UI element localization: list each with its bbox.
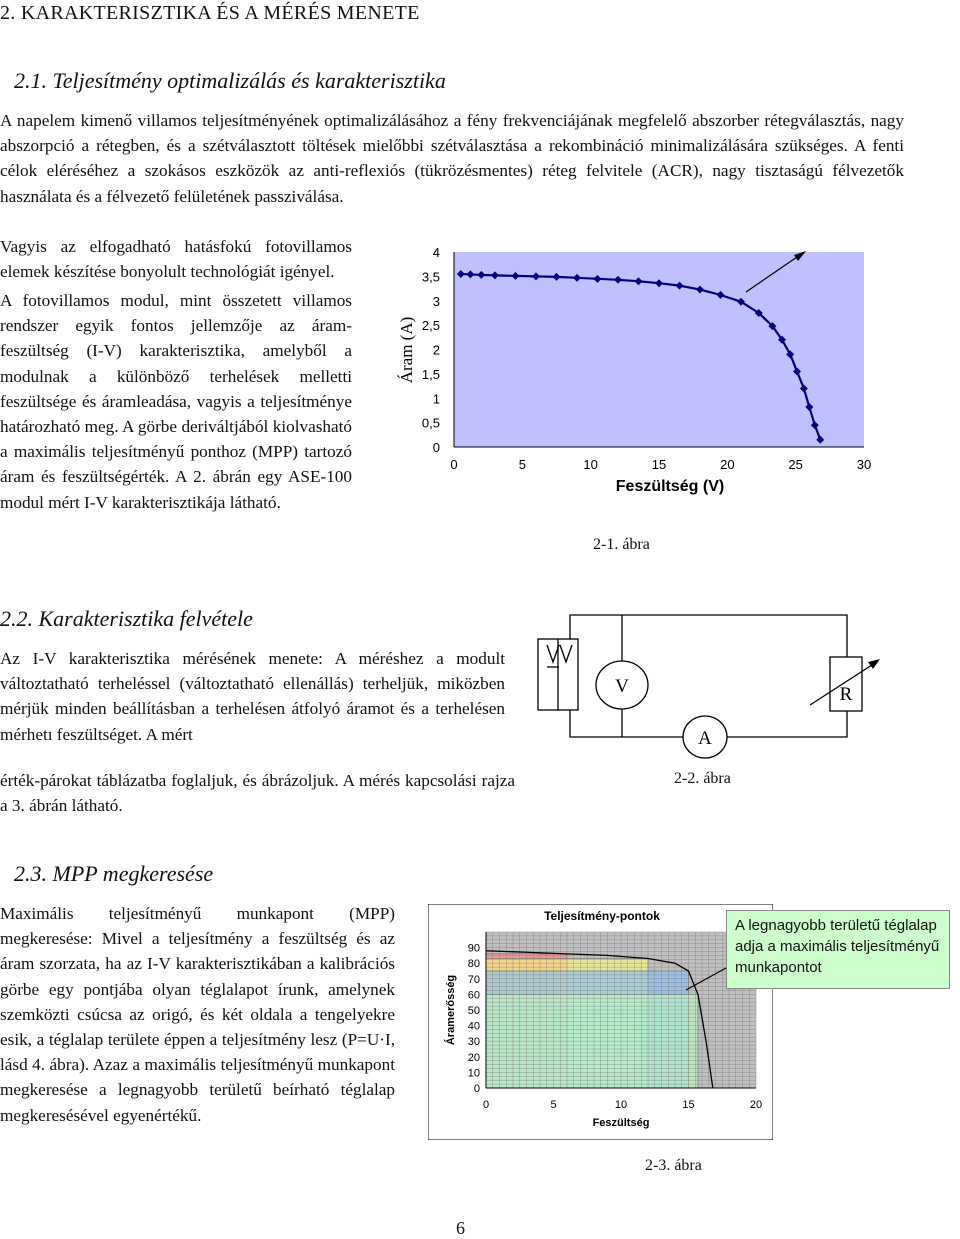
iv-x-tick-label: 10 — [583, 457, 598, 472]
power-y-tick-label: 30 — [467, 1036, 480, 1049]
figure-caption-2-3: 2-3. ábra — [645, 1157, 702, 1174]
page-number: 6 — [456, 1218, 465, 1238]
ammeter-label: A — [698, 728, 712, 749]
power-y-tick-label: 50 — [467, 1005, 480, 1017]
iv-y-tick-label: 0,5 — [421, 415, 440, 431]
resistor-arrowhead — [868, 659, 880, 669]
power-y-tick-label: 80 — [467, 958, 480, 971]
iv-y-tick-label: 1 — [432, 391, 440, 407]
paragraph-2-1-iv: A fotovillamos modul, mint összetett villamos rendszer egyik fontos jellemzője az áram-feszültség (I-V) karakterisztika, amelyből a modulnak a különböző terhelések melletti feszültsége és áramleadása, vagyis a teljesítménye határozható meg. A görbe deriváltjából kiolvasható a maximális teljesítményű ponthoz (MPP) tartozó áram és feszültségérték. A 2. ábrán egy ASE-100 modul mért I-V karakterisztikája látható. — [0, 291, 352, 512]
figure-caption-2-1: 2-1. ábra — [593, 536, 650, 553]
power-x-tick-label: 5 — [550, 1099, 557, 1111]
iv-x-tick-label: 30 — [856, 457, 872, 472]
iv-x-label: Feszültség (V) — [615, 478, 725, 495]
power-x-tick-label: 10 — [614, 1099, 628, 1111]
section-title: 2. KARAKTERISZTIKA ÉS A MÉRÉS MENETE — [0, 2, 420, 24]
iv-y-label: Áram (A) — [397, 316, 416, 384]
subsection-title-2-2: 2.2. Karakterisztika felvétele — [0, 606, 253, 631]
resistor-label: R — [839, 684, 853, 705]
circuit-wire-bottom-right — [726, 711, 847, 737]
circuit-wire-bottom-left — [570, 710, 684, 737]
paragraph-2-2-cont: érték-párokat táblázatba foglaljuk, és ábrázoljuk. A mérés kapcsolási rajza a 3. ábrán látható. — [0, 771, 515, 816]
iv-y-tick-label: 3,5 — [421, 269, 440, 285]
iv-y-tick-label: 2,5 — [421, 318, 440, 334]
iv-x-tick-label: 5 — [518, 457, 526, 472]
subsection-title-2-1: 2.1. Teljesítmény optimalizálás és karakterisztika — [14, 68, 446, 93]
circuit-wire-top — [570, 615, 847, 657]
paragraph-2-1-intro: A napelem kimenő villamos teljesítményének optimalizálásához a fény frekvenciájának megfelelő abszorber rétegválasztás, nagy abszorpció a rétegben, és a szétválasztott töltések mielőbbi szétválasztása a rekombináció minimalizálására szükséges. A fenti célok eléréséhez a szokásos eszközök az anti-reflexiós (tükrözésmentes) réteg felvitele (ACR), nagy tisztaságú félvezetők használata és a félvezető felületének passziválása. — [0, 111, 904, 206]
power-x-tick-label: 15 — [682, 1099, 695, 1111]
iv-y-tick-label: 2 — [432, 342, 440, 358]
power-y-tick-label: 70 — [467, 973, 480, 986]
iv-y-tick-label: 1,5 — [421, 366, 440, 382]
iv-y-tick-label: 0 — [432, 440, 440, 455]
mpp-callout-arrow — [680, 960, 740, 1000]
iv-characteristic-chart — [360, 238, 890, 508]
power-y-tick-label: 90 — [467, 942, 480, 955]
power-y-tick-label: 10 — [467, 1067, 480, 1080]
callout-arrow-line — [686, 968, 726, 990]
figure-caption-2-2: 2-2. ábra — [674, 770, 731, 787]
iv-x-tick-label: 15 — [651, 457, 667, 472]
power-y-tick-label: 60 — [467, 989, 480, 1002]
iv-x-tick-label: 20 — [720, 457, 735, 472]
paragraph-2-1-intro-tail: Vagyis az elfogadható hatásfokú fotovillamos elemek készítése bonyolult technológiát igényel. — [0, 237, 352, 282]
power-x-tick-label: 20 — [749, 1099, 763, 1111]
power-x-tick-label: 0 — [482, 1099, 490, 1111]
power-points-chart — [428, 904, 773, 1140]
measurement-circuit-diagram — [530, 605, 930, 770]
iv-y-tick-label: 4 — [432, 245, 440, 260]
mpp-callout-note: A legnagyobb területű téglalap adja a maximális teljesítményű munkapontot — [726, 910, 950, 989]
paragraph-2-3: Maximális teljesítményű munkapont (MPP) megkeresése: Mivel a teljesítmény a feszültség és az áram szorzata, ha az I-V karakterisztikában a kalibrációs görbe egy pontjába olyan téglalapot írunk, amelynek szemközti csúcsa az origó, és két oldala a tengelyekre esik, a téglalap területe éppen a teljesítmény lesz (P=U·I, lásd 4. ábra). Azaz a maximális teljesítményű munkapont megkeresése a legnagyobb területű beírható téglalap megkeresésével egyenértékű. — [0, 904, 395, 1125]
voltmeter-label: V — [615, 676, 629, 697]
power-chart-title: Teljesítmény-pontok — [544, 909, 660, 923]
solar-panel-diode-2 — [560, 645, 572, 662]
iv-x-tick-label: 25 — [788, 457, 803, 472]
solar-panel-diode-1 — [547, 645, 559, 662]
power-y-tick-label: 20 — [467, 1051, 480, 1064]
paragraph-2-2: Az I-V karakterisztika mérésének menete: A méréshez a modult változtatható terheléssel (változtatható ellenállás) terheljük, miközben mérjük minden beállításban a terhelésen átfolyó áramot és a terhelésen mérhetı feszültséget. A mért — [0, 649, 505, 744]
power-y-label: Áramerősség — [445, 974, 457, 1046]
iv-y-tick-label: 3 — [432, 293, 440, 309]
power-y-tick-label: 40 — [467, 1020, 480, 1033]
power-y-tick-label: 0 — [473, 1083, 480, 1095]
power-x-label: Feszültség — [592, 1117, 650, 1129]
iv-x-tick-label: 0 — [450, 457, 458, 472]
subsection-title-2-3: 2.3. MPP megkeresése — [14, 861, 214, 886]
